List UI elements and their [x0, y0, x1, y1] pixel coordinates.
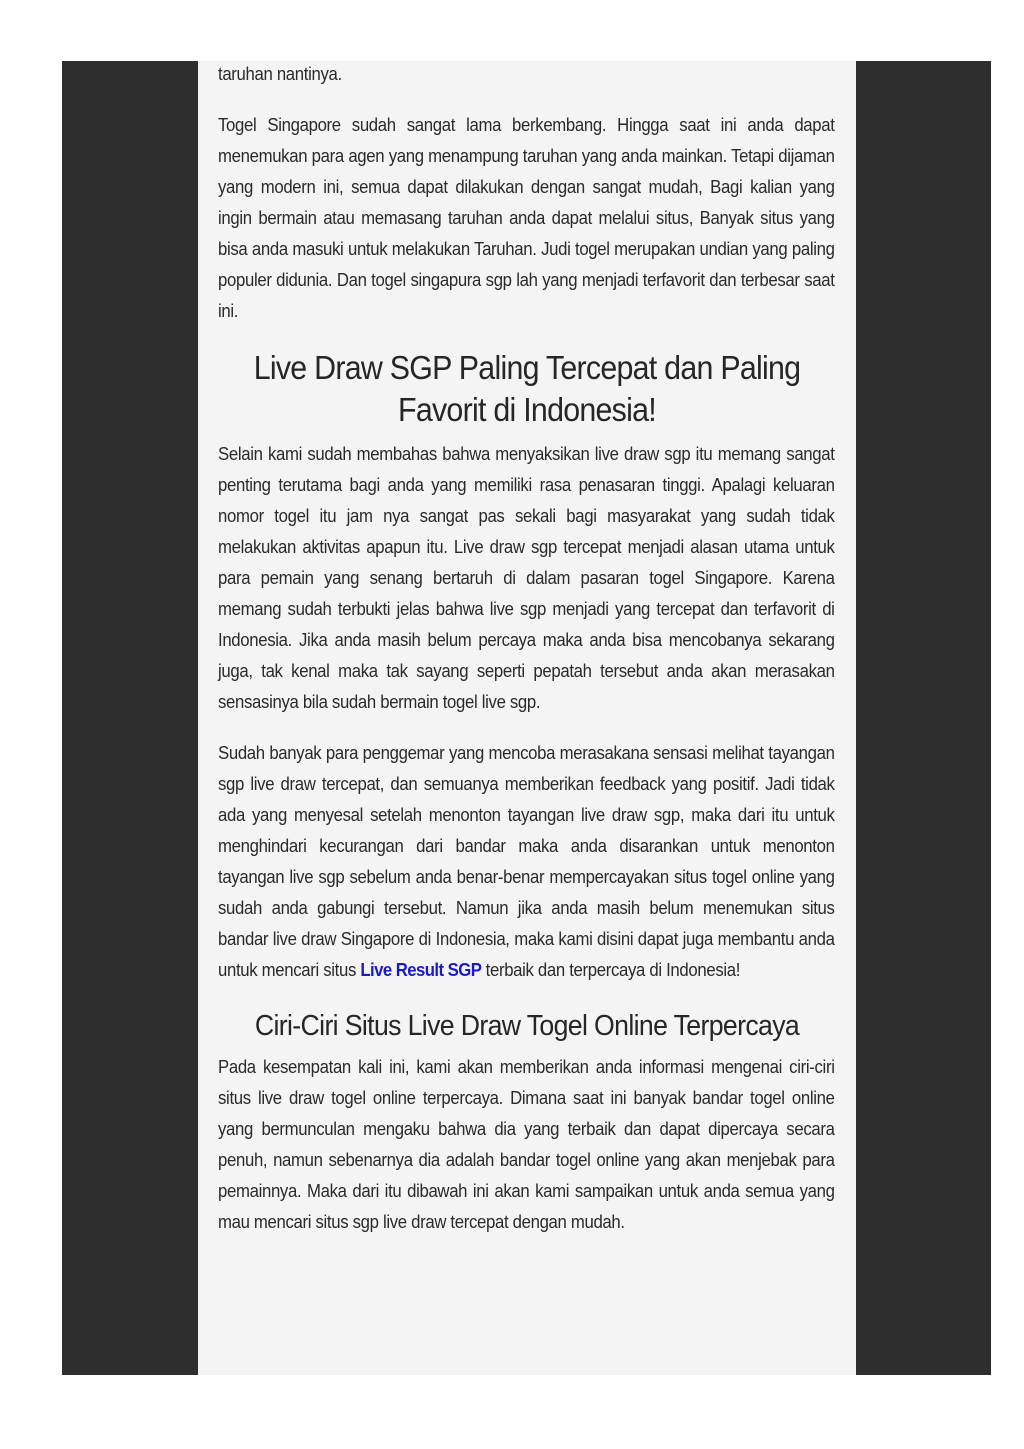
heading-live-draw-sgp: Live Draw SGP Paling Tercepat dan Paling Favorit di Indonesia! [253, 349, 801, 428]
paragraph-ciri-ciri-info: Pada kesempatan kali ini, kami akan memberikan anda informasi mengenai ciri-ciri situs live draw togel online terpercaya. Dimana saat ini banyak bandar togel online yang bermunculan mengaku bahwa dia yang terbaik dan dapat dipercaya secara penuh, namun sebenarnya dia adalah bandar togel online yang akan menjebak para pemainnya. Maka dari itu dibawah ini akan kami sampaikan untuk anda semua yang mau mencari situs sgp live draw tercepat dengan mudah. [218, 1057, 835, 1232]
article-column [198, 61, 856, 1375]
live-result-sgp-link[interactable]: Live Result SGP [360, 960, 482, 980]
document-page [62, 61, 991, 1375]
lead-fragment: taruhan nantinya. [218, 64, 342, 84]
heading-ciri-ciri-situs: Ciri-Ciri Situs Live Draw Togel Online Terpercaya [254, 1010, 800, 1042]
paragraph-text-before-link: Sudah banyak para penggemar yang mencoba merasakana sensasi melihat tayangan sgp live draw tercepat, dan semuanya memberikan feedback yang positif. Jadi tidak ada yang menyesal setelah menonton tayangan live draw sgp, maka dari itu untuk menghindari kecurangan dari bandar maka anda disarankan untuk menonton tayangan live sgp sebelum anda benar-benar mempercayakan situs togel online yang sudah anda gabungi tersebut. Namun jika anda masih belum menemukan situs bandar live draw Singapore di Indonesia, maka kami disini dapat juga membantu anda untuk mencari situs [218, 743, 835, 980]
paragraph-fans-feedback [218, 738, 835, 986]
paragraph-text-after-link: terbaik dan terpercaya di Indonesia! [481, 960, 741, 980]
paragraph-live-draw-importance: Selain kami sudah membahas bahwa menyaksikan live draw sgp itu memang sangat penting terutama bagi anda yang memiliki rasa penasaran tinggi. Apalagi keluaran nomor togel itu jam nya sangat pas sekali bagi masyarakat yang sudah tidak melakukan aktivitas apapun itu. Live draw sgp tercepat menjadi alasan utama untuk para pemain yang senang bertaruh di dalam pasaran togel Singapore. Karena memang sudah terbukti jelas bahwa live sgp menjadi yang tercepat dan terfavorit di Indonesia. Jika anda masih belum percaya maka anda bisa mencobanya sekarang juga, tak kenal maka tak sayang seperti pepatah tersebut anda akan merasakan sensasinya bila sudah bermain togel live sgp. [218, 444, 835, 712]
paragraph-togel-singapore: Togel Singapore sudah sangat lama berkembang. Hingga saat ini anda dapat menemukan para agen yang menampung taruhan yang anda mainkan. Tetapi dijaman yang modern ini, semua dapat dilakukan dengan sangat mudah, Bagi kalian yang ingin bermain atau memasang taruhan anda dapat melalui situs, Banyak situs yang bisa anda masuki untuk melakukan Taruhan. Judi togel merupakan undian yang paling populer didunia. Dan togel singapura sgp lah yang menjadi terfavorit dan terbesar saat ini. [218, 115, 835, 321]
